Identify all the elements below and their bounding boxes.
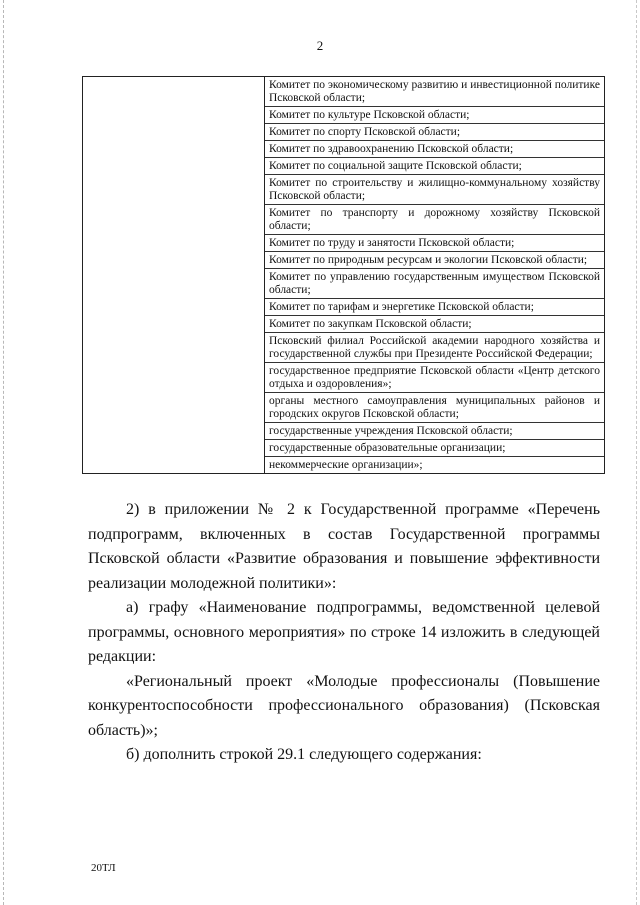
scan-edge-left xyxy=(3,0,5,905)
entity-item: Комитет по природным ресурсам и экологии Псковской области; xyxy=(265,252,604,269)
entity-item: Комитет по экономическому развитию и инвестиционной политике Псковской области; xyxy=(265,77,604,107)
entity-item: Комитет по тарифам и энергетике Псковской области; xyxy=(265,299,604,316)
entity-item: Комитет по спорту Псковской области; xyxy=(265,124,604,141)
entity-item: Комитет по транспорту и дорожному хозяйству Псковской области; xyxy=(265,205,604,235)
entity-item: Комитет по строительству и жилищно-коммунальному хозяйству Псковской области; xyxy=(265,175,604,205)
entity-item: Комитет по социальной защите Псковской области; xyxy=(265,158,604,175)
entity-item: государственное предприятие Псковской области «Центр детского отдыха и оздоровления»; xyxy=(265,363,604,393)
table-left-cell xyxy=(83,77,265,474)
entity-item: органы местного самоуправления муниципальных районов и городских округов Псковской области; xyxy=(265,393,604,423)
entity-item: Комитет по культуре Псковской области; xyxy=(265,107,604,124)
table-row xyxy=(83,77,605,474)
document-body xyxy=(88,498,600,768)
executors-table xyxy=(82,76,605,474)
footer-code: 20ТЛ xyxy=(91,862,116,874)
entity-item: Псковский филиал Российской академии народного хозяйства и государственной службы при Президенте Российской Федерации; xyxy=(265,333,604,363)
paragraph-subitem-a: а) графу «Наименование подпрограммы, ведомственной целевой программы, основного мероприятия» по строке 14 изложить в следующей редакции: xyxy=(88,599,600,665)
paragraph-item-2: 2) в приложении № 2 к Государственной программе «Перечень подпрограмм, включенных в состав Государственной программы Псковской области «Развитие образования и повышение эффективности реализации молодежной политики»: xyxy=(88,501,600,592)
entity-item: Комитет по управлению государственным имуществом Псковской области; xyxy=(265,269,604,299)
entity-item: Комитет по закупкам Псковской области; xyxy=(265,316,604,333)
paragraph-new-wording: «Региональный проект «Молодые профессионалы (Повышение конкурентоспособности профессионального образования) (Псковская область)»; xyxy=(88,672,600,739)
paragraph-subitem-b: б) дополнить строкой 29.1 следующего содержания: xyxy=(126,746,482,763)
entity-item: государственные учреждения Псковской области; xyxy=(265,423,604,440)
entity-item: Комитет по труду и занятости Псковской области; xyxy=(265,235,604,252)
table-right-cell xyxy=(265,77,605,474)
entity-item: Комитет по здравоохранению Псковской области; xyxy=(265,141,604,158)
entity-item: государственные образовательные организации; xyxy=(265,440,604,457)
page-number: 2 xyxy=(316,38,324,53)
entity-item: некоммерческие организации»; xyxy=(269,459,423,471)
scan-edge-right xyxy=(636,0,638,905)
